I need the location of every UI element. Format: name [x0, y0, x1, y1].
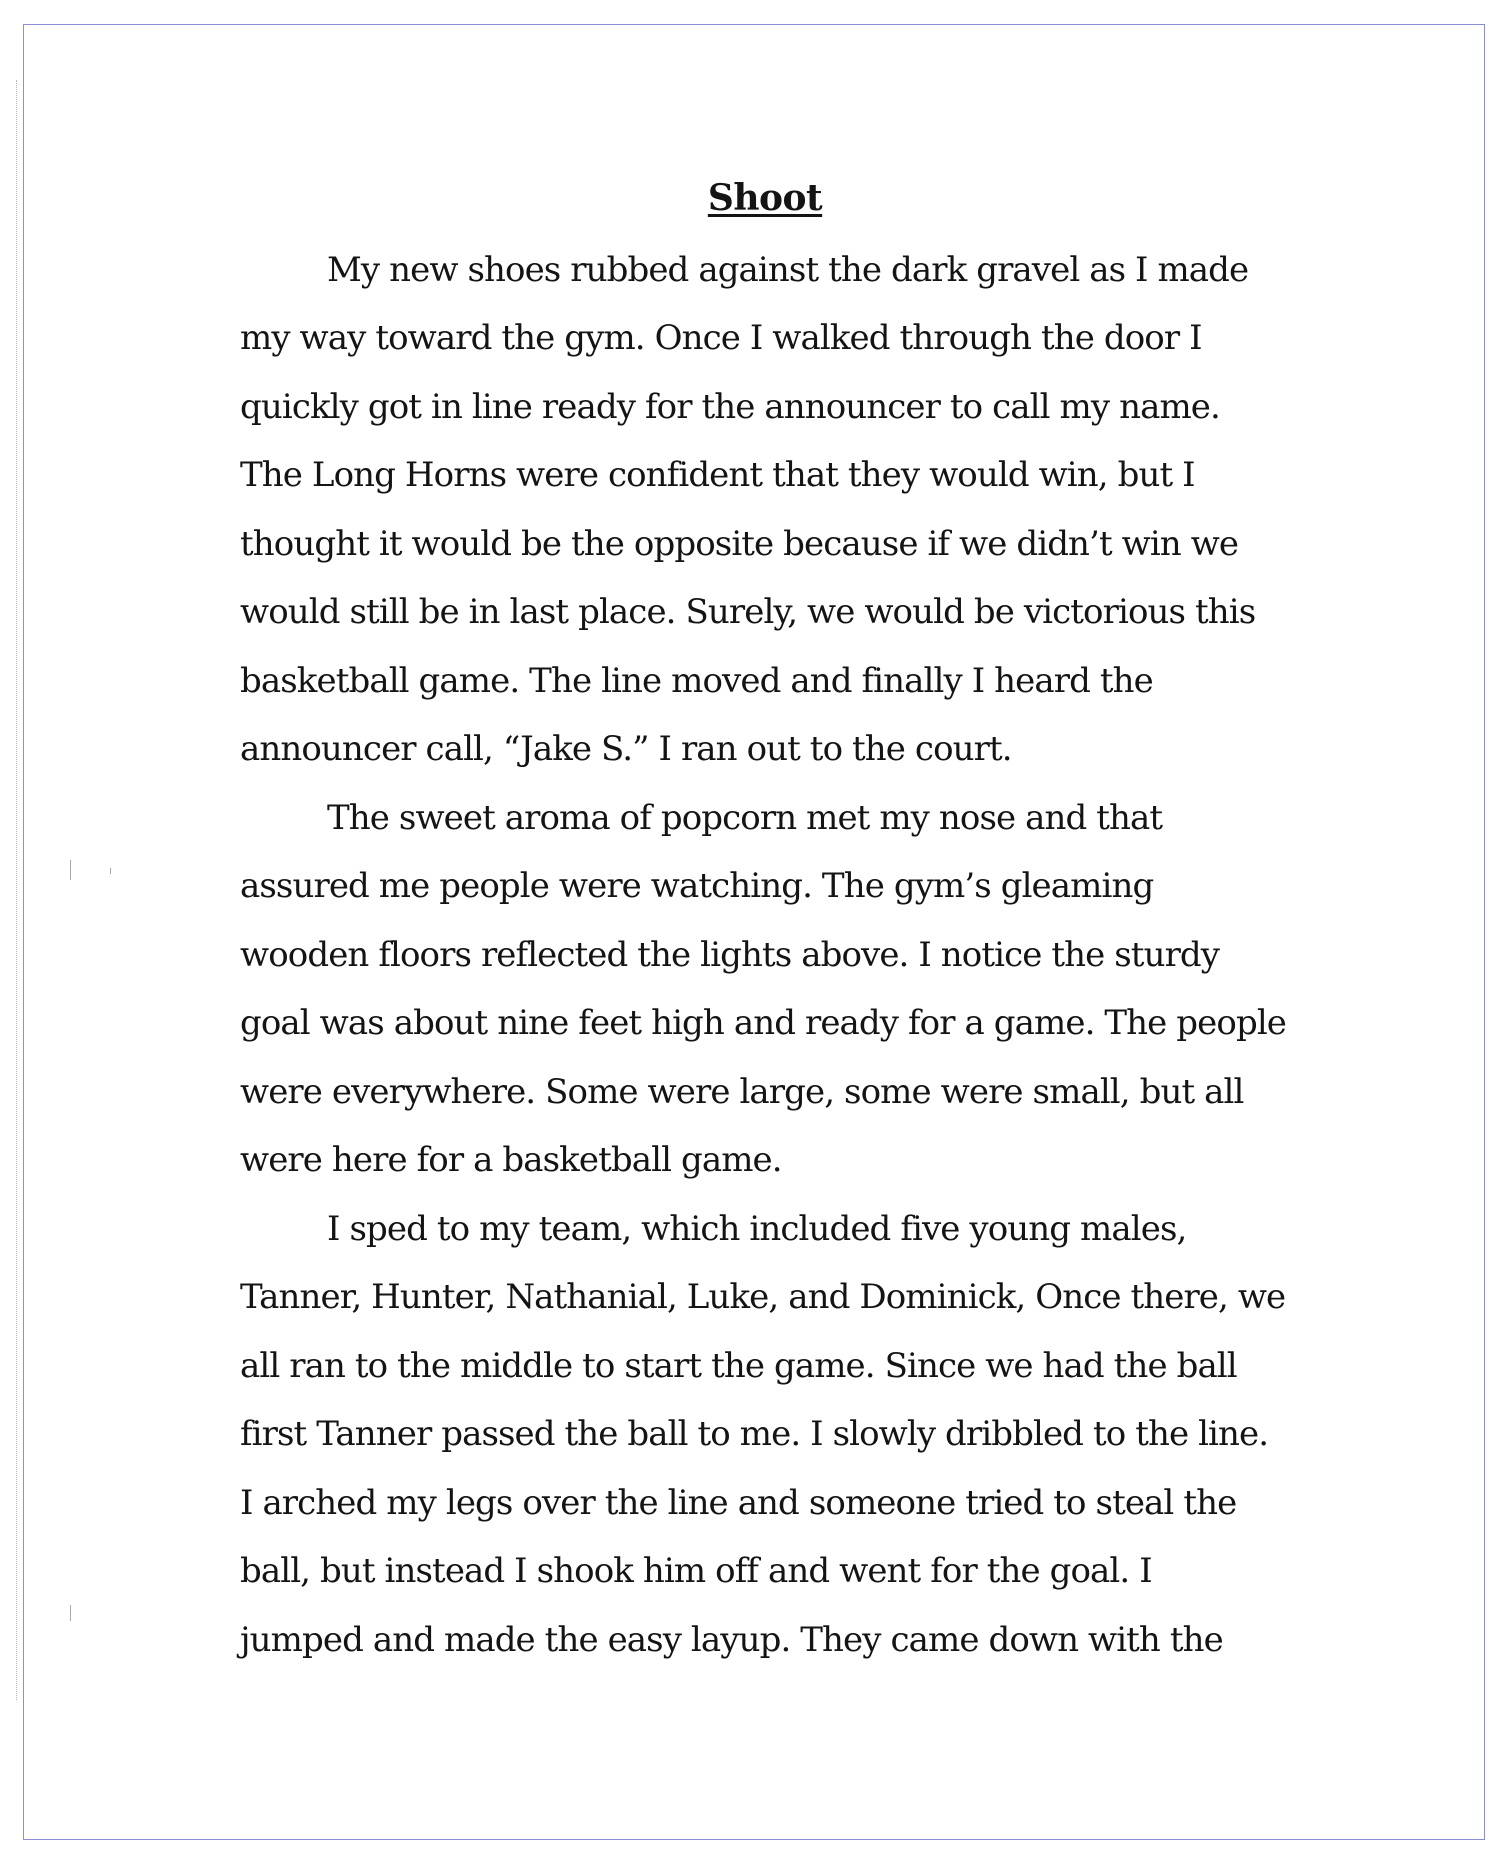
- text-line: The sweet aroma of popcorn met my nose and that: [327, 798, 1163, 838]
- text-line: basketball game. The line moved and finally I heard the: [240, 661, 1153, 701]
- scan-speck: [110, 868, 111, 874]
- document-title: Shoot: [707, 177, 823, 219]
- text-line: announcer call, “Jake S.” I ran out to the court.: [240, 729, 1012, 769]
- scan-speck: [70, 860, 71, 880]
- text-line: jumped and made the easy layup. They came down with the: [240, 1620, 1223, 1660]
- text-line: I arched my legs over the line and someone tried to steal the: [240, 1483, 1237, 1523]
- text-line: first Tanner passed the ball to me. I slowly dribbled to the line.: [240, 1414, 1269, 1454]
- text-line: all ran to the middle to start the game. Since we had the ball: [240, 1346, 1237, 1386]
- text-line: were everywhere. Some were large, some were small, but all: [240, 1072, 1244, 1112]
- text-line: I sped to my team, which included five young males,: [327, 1209, 1187, 1249]
- text-line: wooden floors reflected the lights above. I notice the sturdy: [240, 935, 1220, 975]
- text-line: quickly got in line ready for the announcer to call my name.: [240, 387, 1220, 427]
- text-line: The Long Horns were confident that they would win, but I: [240, 455, 1195, 495]
- text-line: My new shoes rubbed against the dark gravel as I made: [327, 250, 1249, 290]
- text-line: ball, but instead I shook him off and went for the goal. I: [240, 1551, 1152, 1591]
- text-line: assured me people were watching. The gym’s gleaming: [240, 866, 1154, 906]
- text-line: Tanner, Hunter, Nathanial, Luke, and Dominick, Once there, we: [240, 1277, 1286, 1317]
- scan-edge-marks: [16, 80, 18, 1700]
- scan-speck: [70, 1605, 71, 1621]
- text-line: were here for a basketball game.: [240, 1140, 782, 1180]
- text-line: would still be in last place. Surely, we would be victorious this: [240, 592, 1256, 632]
- text-line: goal was about nine feet high and ready for a game. The people: [240, 1003, 1287, 1043]
- text-line: my way toward the gym. Once I walked through the door I: [240, 318, 1202, 358]
- text-line: thought it would be the opposite because if we didn’t win we: [240, 524, 1239, 564]
